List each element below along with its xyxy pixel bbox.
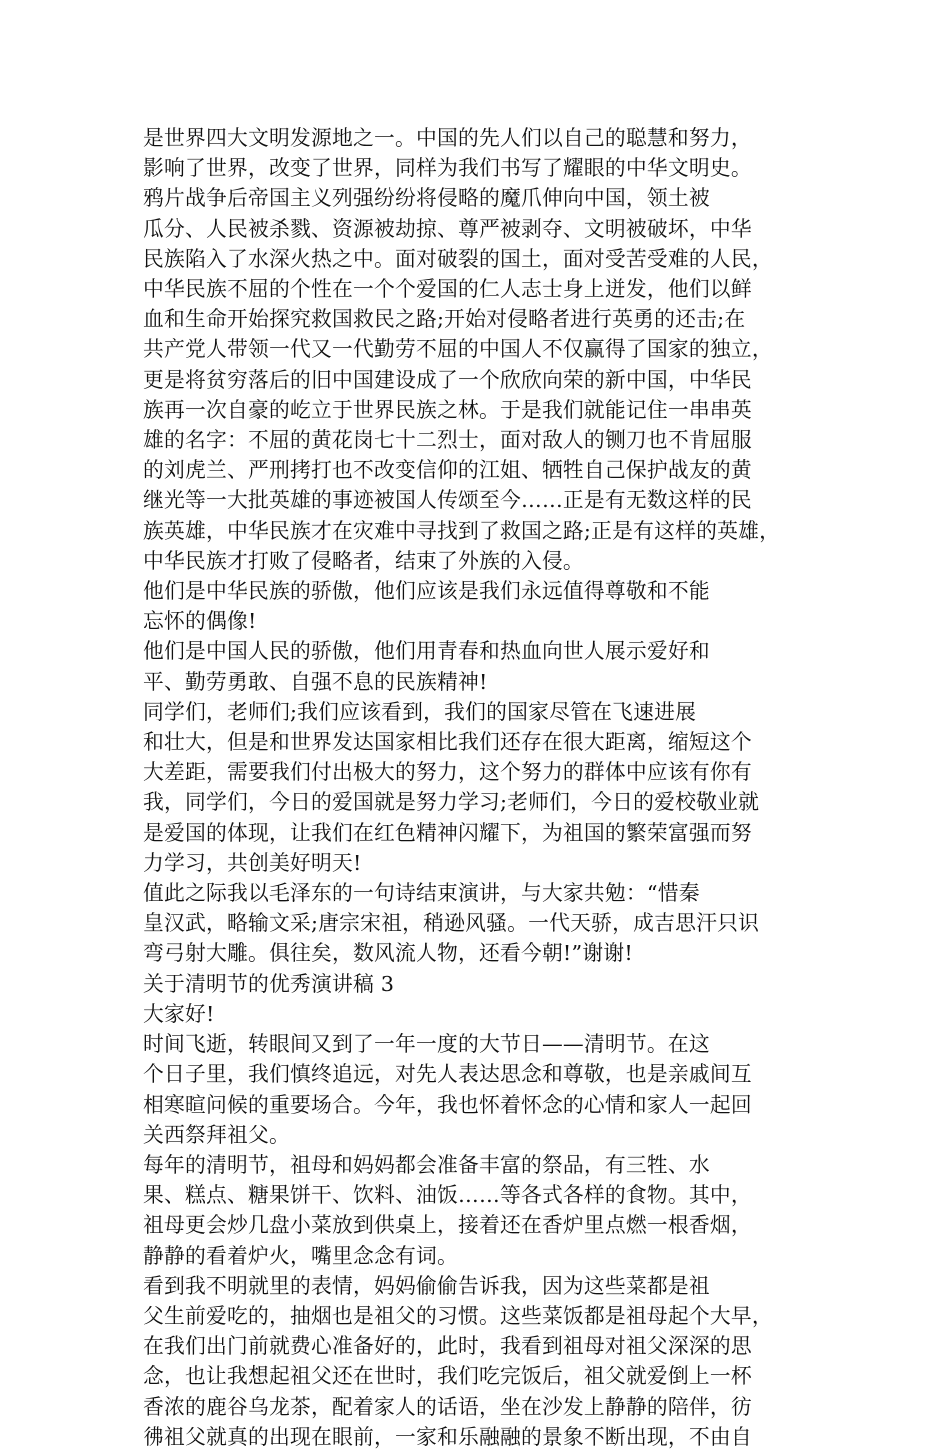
text-line: 族英雄，中华民族才在灾难中寻找到了救国之路;正是有这样的英雄， [143,518,781,543]
text-line: 共产党人带领一代又一代勤劳不屈的中国人不仅赢得了国家的独立， [143,337,773,362]
text-line: 关西祭拜祖父。 [143,1122,290,1147]
text-line: 继光等一大批英雄的事迹被国人传颂至今……正是有无数这样的民 [143,488,752,513]
paragraph [143,1029,829,1150]
text-line: 是世界四大文明发源地之一。中国的先人们以自己的聪慧和努力， [143,126,752,150]
text-line: 看到我不明就里的表情，妈妈偷偷告诉我，因为这些菜都是祖 [143,1273,710,1298]
text-line: 族再一次自豪的屹立于世界民族之林。于是我们就能记住一串串英 [143,397,752,422]
text-line: 祖母更会炒几盘小菜放到供桌上，接着还在香炉里点燃一根香烟， [143,1213,752,1238]
paragraph [143,969,829,999]
text-line: 雄的名字：不屈的黄花岗七十二烈士，面对敌人的铡刀也不肯屈服 [143,428,752,453]
text-line: 同学们，老师们;我们应该看到，我们的国家尽管在飞速进展 [143,699,697,724]
text-line: 个日子里，我们慎终追远，对先人表达思念和尊敬，也是亲戚间互 [143,1062,752,1087]
text-line: 中华民族不屈的个性在一个个爱国的仁人志士身上迸发，他们以鲜 [143,277,752,302]
text-line: 血和生命开始探究救国救民之路;开始对侵略者进行英勇的还击;在 [143,307,746,332]
text-line: 瓜分、人民被杀戮、资源被劫掠、尊严被剥夺、文明被破坏，中华 [143,216,752,241]
paragraph [143,999,829,1029]
paragraph [143,576,829,636]
paragraph [143,636,829,696]
text-line: 他们是中国人民的骄傲，他们用青春和热血向世人展示爱好和 [143,639,710,664]
text-line: 大差距，需要我们付出极大的努力，这个努力的群体中应该有你有 [143,760,752,785]
text-line: 相寒暄问候的重要场合。今年，我也怀着怀念的心情和家人一起回 [143,1092,752,1117]
text-line: 是爱国的体现，让我们在红色精神闪耀下，为祖国的繁荣富强而努 [143,820,752,845]
text-line: 我，同学们，今日的爱国就是努力学习;老师们，今日的爱校敬业就 [143,790,760,815]
text-line: 值此之际我以毛泽东的一句诗结束演讲，与大家共勉：“惜秦 [143,881,700,906]
text-line: 在我们出门前就费心准备好的，此时，我看到祖母对祖父深深的思 [143,1334,752,1359]
text-line: 和壮大，但是和世界发达国家相比我们还存在很大距离，缩短这个 [143,730,752,755]
text-line: 每年的清明节，祖母和妈妈都会准备丰富的祭品，有三牲、水 [143,1152,710,1177]
text-line: 父生前爱吃的，抽烟也是祖父的习惯。这些菜饭都是祖母起个大早， [143,1303,773,1328]
text-line: 影响了世界，改变了世界，同样为我们书写了耀眼的中华文明史。 [143,156,752,181]
text-line: 更是将贫穷落后的旧中国建设成了一个欣欣向荣的新中国，中华民 [143,367,752,392]
text-line: 香浓的鹿谷乌龙茶，配着家人的话语，坐在沙发上静静的陪伴，彷 [143,1394,752,1419]
text-line: 的刘虎兰、严刑拷打也不改变信仰的江姐、牺牲自己保护战友的黄 [143,458,752,483]
text-line: 皇汉武，略输文采;唐宗宋祖，稍逊风骚。一代天骄，成吉思汗只识 [143,911,760,936]
text-line: 平、勤劳勇敢、自强不息的民族精神! [143,669,488,694]
text-line: 大家好! [143,1001,215,1026]
text-line: 果、糕点、糖果饼干、饮料、油饭……等各式各样的食物。其中， [143,1183,752,1208]
text-line: 民族陷入了水深火热之中。面对破裂的国土，面对受苦受难的人民， [143,246,773,271]
paragraph [143,183,829,576]
text-line: 力学习，共创美好明天! [143,850,362,875]
text-line: 中华民族才打败了侵略者，结束了外族的入侵。 [143,548,584,573]
text-line: 关于清明节的优秀演讲稿 3 [143,971,395,996]
paragraph [143,878,829,969]
text-line: 鸦片战争后帝国主义列强纷纷将侵略的魔爪伸向中国，领土被 [143,186,710,211]
paragraph [143,123,829,183]
text-line: 时间飞逝，转眼间又到了一年一度的大节日——清明节。在这 [143,1032,710,1057]
text-line: 弯弓射大雕。俱往矣，数风流人物，还看今朝!”谢谢! [143,941,633,966]
text-line: 念，也让我想起祖父还在世时，我们吃完饭后，祖父就爱倒上一杯 [143,1364,752,1389]
paragraph [143,1150,829,1271]
text-line: 他们是中华民族的骄傲，他们应该是我们永远值得尊敬和不能 [143,579,710,604]
document-body [143,123,829,1452]
paragraph [143,697,829,878]
paragraph [143,1271,829,1452]
text-line: 忘怀的偶像! [143,609,257,634]
text-line: 静静的看着炉火，嘴里念念有词。 [143,1243,458,1268]
text-line: 彿祖父就真的出现在眼前，一家和乐融融的景象不断出现，不由自 [143,1424,752,1449]
